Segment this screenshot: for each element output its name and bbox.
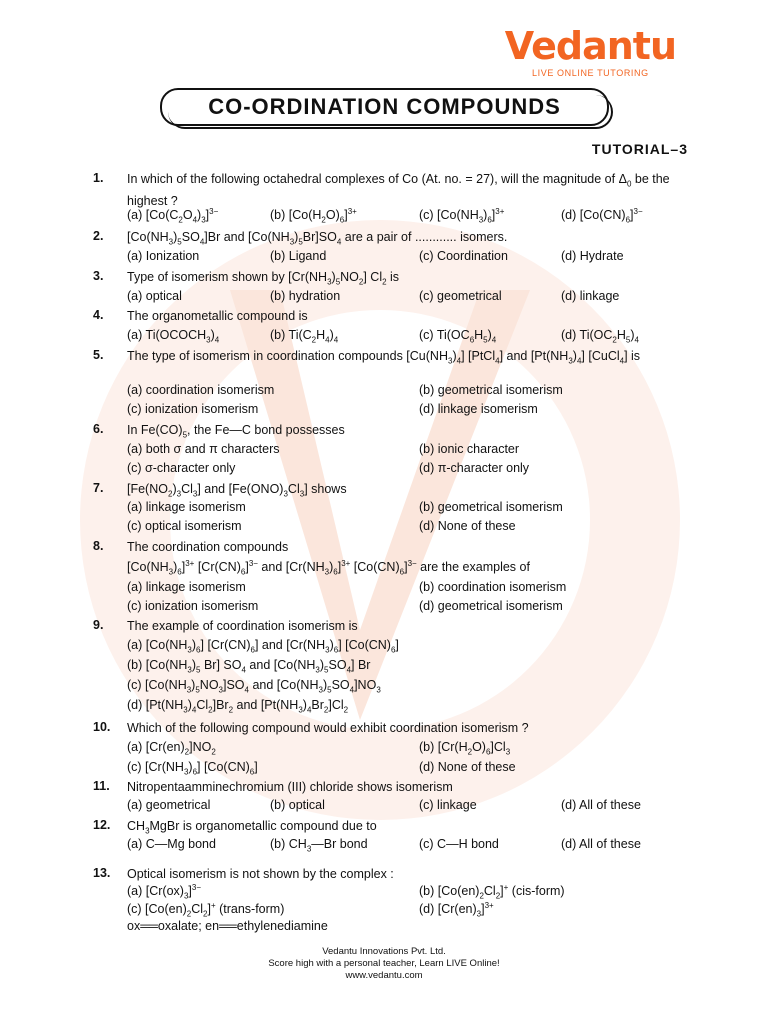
option-c: (c) $[Cr(NH_3)_6]$ $[Co(CN)_6]$ [127,760,258,777]
question-text: $CH_3MgBr$ is organometallic compound due to [127,819,377,836]
page-title: CO-ORDINATION COMPOUNDS [160,88,609,126]
option-a: (a) both σ and π characters [127,442,280,456]
option-d: (d) Hydrate [561,249,624,263]
question-number: 7. [93,481,104,495]
option-d: (d) $[Cr(en)_3]^{3+}$ [419,901,494,919]
option-c: (c) $Ti(OC_6H_5)_4$ [419,328,497,345]
question-number: 9. [93,618,104,632]
question-number: 1. [93,171,104,185]
option-d: (d) linkage isomerism [419,402,538,416]
option-c: (c) $[Co(en)_2Cl_2]^+$ (trans-form) [127,901,285,919]
option-a: (a) coordination isomerism [127,383,275,397]
question-text: Type of isomerism shown by $[Cr(NH_3)_5NO_2]$ $Cl_2$ is [127,270,400,287]
question-text: The example of coordination isomerism is [127,619,358,633]
option-d: (d) All of these [561,837,641,851]
question-number: 8. [93,539,104,553]
option-b: (b) Ligand [270,249,327,263]
option-d: (d) $[Pt(NH_3)_4Cl_2]Br_2$ and $[Pt(NH_3)_4Br_2]Cl_2$ [127,698,349,715]
option-c: (c) Coordination [419,249,508,263]
option-a: (a) optical [127,289,182,303]
option-b: (b) $[Cr(H_2O)_6]Cl_3$ [419,740,511,757]
option-c: (c) linkage [419,798,477,812]
option-c: (c) C—H bond [419,837,499,851]
question-text: The type of isomerism in coordination compounds $[Cu(NH_3)_4]$ [PtCl$_4$] and $[Pt(NH_3)_4]$ [CuCl$_4$] is [127,349,641,366]
option-c: (c) ionization isomerism [127,402,259,416]
option-c: (c) $[Co(NH_3)_6]^{3+}$ [419,207,505,225]
footer-company: Vedantu Innovations Pvt. Ltd. [322,946,446,957]
question-number: 13. [93,866,111,880]
option-a: (a) geometrical [127,798,211,812]
option-b: (b) geometrical isomerism [419,383,563,397]
question-note: ox══oxalate; en══ethylenediamine [127,919,328,933]
option-b: (b) coordination isomerism [419,580,567,594]
option-a: (a) Ionization [127,249,200,263]
option-a: (a) $[Co(C_2O_4)_3]^{3-}$ [127,207,219,225]
question-text: Optical isomerism is not shown by the complex : [127,867,394,881]
question-text: Which of the following compound would exhibit coordination isomerism ? [127,721,529,735]
question-text: The organometallic compound is [127,309,308,323]
question-number: 2. [93,229,104,243]
option-a: (a) $[Cr(ox)_3]^{3-}$ [127,883,202,901]
brand-name: Vedantu [504,24,676,68]
footer-tagline: Score high with a personal teacher, Learn LIVE Online! [268,958,500,969]
option-b: (b) $CH_3—Br$ bond [270,837,368,854]
option-c: (c) $[Co(NH_3)_5NO_3]SO_4$ and $[Co(NH_3)_5SO_4]NO_3$ [127,678,381,695]
option-b: (b) ionic character [419,442,520,456]
option-a: (a) C—Mg bond [127,837,216,851]
option-c: (c) ionization isomerism [127,599,259,613]
option-d: (d) None of these [419,760,516,774]
option-b: (b) $[Co(H_2O)_6]^{3+}$ [270,207,357,225]
option-b: (b) [$Co(NH_3)_5$ Br] $SO_4$ and $[Co(NH_3)_5SO_4]$ Br [127,658,371,675]
question-number: 4. [93,308,104,322]
page-footer [0,946,768,982]
question-number: 11. [93,779,110,793]
option-a: (a) $[Co(NH_3)_6]$ $[Cr(CN)_6]$ and $[Cr(NH_3)_6]$ $[Co(CN)_6]$ [127,638,399,655]
question-number: 10. [93,720,111,734]
option-d: (d) π-character only [419,461,530,475]
question-number: 12. [93,818,111,832]
vedantu-logo [505,26,676,78]
option-b: (b) hydration [270,289,341,303]
brand-tagline: LIVE ONLINE TUTORING [532,68,649,78]
question-text: $[Co(NH_3)_5SO_4]Br$ and $[Co(NH_3)_5Br]SO_4$ are a pair of ............ isomers. [127,230,508,247]
option-b: (b) geometrical isomerism [419,500,563,514]
option-b: (b) $Ti(C_2H_4)_4$ [270,328,339,345]
question-text: Nitropentaamminechromium (III) chloride shows isomerism [127,780,453,794]
question-text: In $Fe(CO)_5$, the Fe—C bond possesses [127,423,345,440]
question-number: 3. [93,269,104,283]
option-a: (a) linkage isomerism [127,500,246,514]
option-d: (d) linkage [561,289,620,303]
question-text: The coordination compounds [127,540,289,554]
option-b: (b) optical [270,798,325,812]
question-number: 5. [93,348,104,362]
option-c: (c) optical isomerism [127,519,242,533]
option-c: (c) geometrical [419,289,502,303]
question-number: 6. [93,422,104,436]
option-d: (d) geometrical isomerism [419,599,563,613]
option-d: (d) None of these [419,519,516,533]
option-b: (b) $[Co(en)_2Cl_2]^+$ (cis-form) [419,883,565,901]
question-text: In which of the following octahedral complexes of Co (At. no. = 27), will the magnitude of $\Delta_0$ be the highest ? [127,172,670,208]
tutorial-label: TUTORIAL–3 [591,141,688,157]
option-a: (a) $[Cr(en)_2]NO_2$ [127,740,216,757]
option-a: (a) linkage isomerism [127,580,246,594]
option-d: (d) All of these [561,798,641,812]
option-c: (c) σ-character only [127,461,236,475]
question-text-line2: $[Co(NH_3)_6]^{3+}$ $[Cr(CN)_6]^{3-}$ and $[Cr(NH_3)_6]^{3+}$ $[Co(CN)_6]^{3-}$ are the examples of [127,559,530,577]
footer-website[interactable]: www.vedantu.com [345,970,423,981]
option-a: (a) $Ti(OCOCH_3)_4$ [127,328,220,345]
option-d: (d) $[Co(CN)_6]^{3-}$ [561,207,643,225]
question-text: $[Fe(NO_2)_3Cl_3]$ and $[Fe(ONO)_3Cl_3]$ shows [127,482,347,499]
option-d: (d) $Ti(OC_2H_5)_4$ [561,328,639,345]
